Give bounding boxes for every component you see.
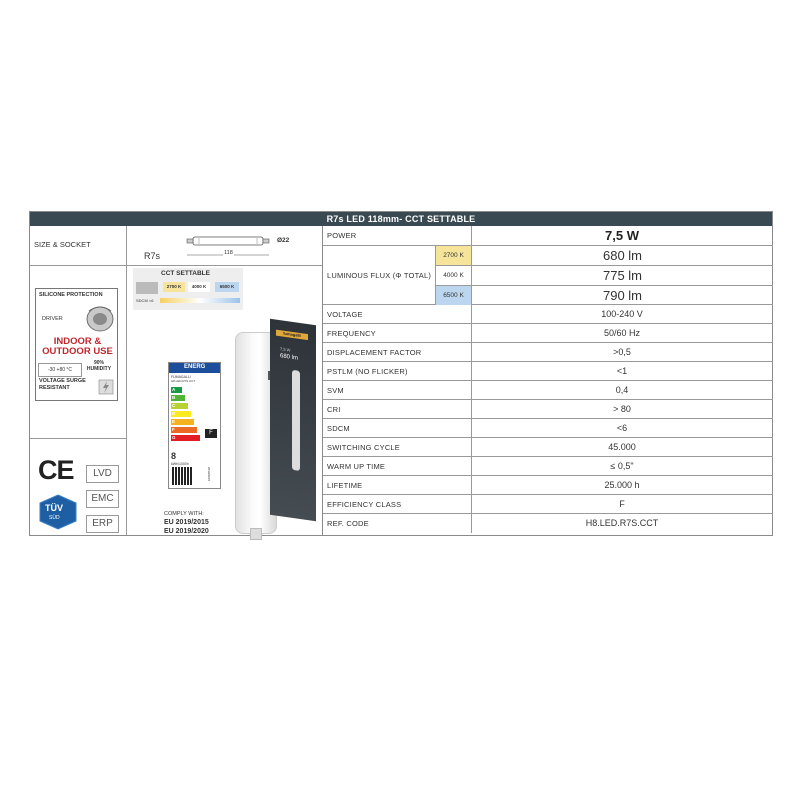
spec-label: LUMINOUS FLUX (Φ TOTAL) <box>327 270 432 280</box>
energy-model: H8.LED.R7S.CCT <box>171 379 196 383</box>
surge-label: VOLTAGE SURGE RESISTANT <box>39 378 86 391</box>
energy-class-bar: A <box>171 387 182 393</box>
spec-value: F <box>619 499 625 509</box>
comply-item-2: EU 2019/2020 <box>164 528 209 535</box>
temp-range: -30 +80 °C <box>38 363 82 377</box>
spec-label: EFFICIENCY CLASS <box>327 500 402 509</box>
specs-table <box>322 226 773 535</box>
humidity-label: HUMIDITY <box>86 365 112 372</box>
cct-temp-2700: 2700 K <box>163 282 185 292</box>
product-area <box>128 266 322 535</box>
surge-icon <box>98 379 114 395</box>
box-watt: 7,5 W <box>280 346 291 353</box>
cct-sdcm: SDCM <6 <box>136 298 154 303</box>
spec-row <box>323 381 773 400</box>
cct-temp-6500: 6500 K <box>215 282 239 292</box>
comply-label: COMPLY WITH: <box>164 511 204 517</box>
spec-sheet <box>29 211 773 536</box>
spec-row <box>323 226 773 246</box>
ce-mark: CE <box>38 455 74 485</box>
spec-value: H8.LED.R7S.CCT <box>585 518 659 528</box>
spec-label: DISPLACEMENT FACTOR <box>327 348 422 357</box>
energy-class-bar: B <box>171 395 185 401</box>
badge-frame <box>35 288 118 401</box>
energy-reg: 2019/2015 <box>207 467 211 482</box>
spec-row <box>323 457 773 476</box>
tuv-sub: SÜD <box>49 515 60 521</box>
energy-label <box>168 362 221 489</box>
cct-panel <box>133 268 243 310</box>
cct-gradient <box>160 298 240 303</box>
indoor-outdoor-label: INDOOR & OUTDOOR USE <box>42 336 113 357</box>
box-brand: fumagalli <box>276 330 308 340</box>
energy-class-bar: G <box>171 435 200 441</box>
flux-cct-cell: 6500 K <box>435 286 471 305</box>
spec-row <box>323 438 773 457</box>
tuv-label: TÜV <box>45 503 63 513</box>
spec-row <box>323 362 773 381</box>
cct-temp-4000: 4000 K <box>188 282 210 292</box>
spec-value: 25.000 h <box>604 480 640 490</box>
energy-consumption: 8 <box>171 451 177 461</box>
spec-value: 7,5 W <box>605 228 639 243</box>
flux-cct-cell: 4000 K <box>435 266 471 286</box>
flux-value: 790 lm <box>471 286 773 305</box>
flux-value: 775 lm <box>471 266 773 286</box>
spec-value: ≤ 0,5" <box>610 461 634 471</box>
spec-label: SVM <box>327 386 344 395</box>
spec-row <box>323 305 773 324</box>
box-lamp-print <box>292 370 300 471</box>
spec-value: <6 <box>616 423 628 433</box>
diameter-label: Ø22 <box>277 237 290 244</box>
spec-label: SDCM <box>327 424 350 433</box>
energy-class-bar: E <box>171 419 194 425</box>
spec-value: 50/60 Hz <box>603 328 641 338</box>
spec-label: POWER <box>327 231 357 240</box>
spec-row <box>323 246 773 305</box>
spec-row <box>323 324 773 343</box>
spec-row <box>323 400 773 419</box>
left-pane <box>30 226 322 535</box>
energy-class-bar: D <box>171 411 191 417</box>
lvd-badge: LVD <box>86 465 119 483</box>
sheet-title: R7s LED 118mm- CCT SETTABLE <box>30 212 772 226</box>
driver-label: DRIVER <box>42 316 63 322</box>
spec-row <box>323 495 773 514</box>
spec-row <box>323 476 773 495</box>
spec-value: 100-240 V <box>601 309 643 319</box>
spec-row <box>323 343 773 362</box>
humidity-value: 90% <box>93 360 104 366</box>
spec-value: <1 <box>616 366 628 376</box>
energy-brand: FUMAGALLI <box>171 375 191 379</box>
cct-switch-icon <box>136 282 158 294</box>
spec-value: 0,4 <box>615 385 629 395</box>
energy-header <box>169 363 220 373</box>
length-label: 118 <box>224 250 233 256</box>
flux-cct-cell: 2700 K <box>435 246 471 266</box>
energy-class-bar: C <box>171 403 188 409</box>
badges-column <box>30 266 127 439</box>
driver-icon <box>84 301 116 335</box>
erp-badge: ERP <box>86 515 119 533</box>
certifications-cell <box>30 439 127 535</box>
lamp-end-cap <box>250 528 262 540</box>
product-box-image <box>270 319 316 521</box>
energy-header-text: ENERG <box>184 364 206 370</box>
emc-badge: EMC <box>86 490 119 508</box>
spec-label: SWITCHING CYCLE <box>327 443 401 452</box>
energy-class-arrow: F <box>205 429 217 438</box>
comply-item-1: EU 2019/2015 <box>164 519 209 526</box>
size-socket-drawing <box>127 226 322 266</box>
spec-row <box>323 419 773 438</box>
spec-label: REF. CODE <box>327 519 369 528</box>
spec-label: WARM UP TIME <box>327 462 386 471</box>
spec-value: >0,5 <box>613 347 631 357</box>
size-socket-label-cell <box>30 226 127 266</box>
flux-value: 680 lm <box>471 246 773 266</box>
box-lumen: 680 lm <box>280 353 299 362</box>
size-socket-label: SIZE & SOCKET <box>34 240 91 249</box>
socket-label: R7s <box>144 251 161 261</box>
spec-value: > 80 <box>613 404 631 414</box>
spec-label: LIFETIME <box>327 481 363 490</box>
spec-label: FREQUENCY <box>327 329 376 338</box>
silicone-label: SILICONE PROTECTION <box>39 292 103 298</box>
energy-unit: kWh/1000h <box>171 462 189 466</box>
spec-row <box>323 514 773 533</box>
spec-value: 45.000 <box>608 442 636 452</box>
humidity-badge <box>82 361 116 372</box>
energy-class-bar: F <box>171 427 197 433</box>
spec-label: CRI <box>327 405 341 414</box>
qr-code-icon <box>172 467 192 485</box>
cct-title: CCT SETTABLE <box>161 270 210 277</box>
spec-label: VOLTAGE <box>327 310 363 319</box>
spec-label: PSTLM (NO FLICKER) <box>327 367 408 376</box>
